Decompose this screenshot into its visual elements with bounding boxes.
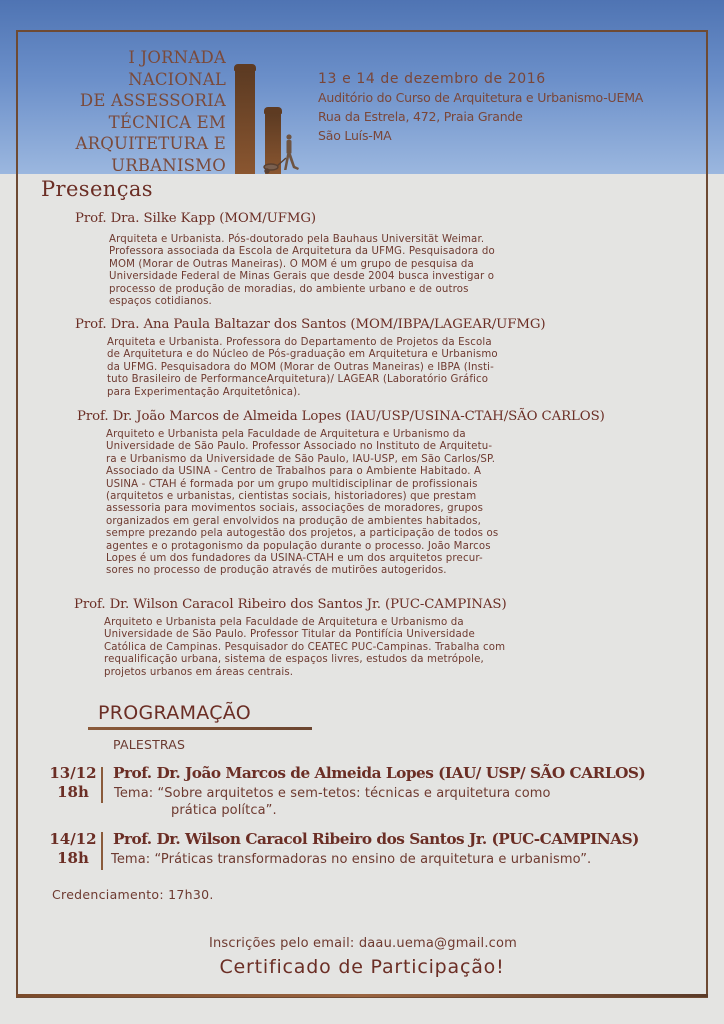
speaker-name: Prof. Dra. Silke Kapp (MOM/UFMG) xyxy=(75,211,316,226)
event-date: 13 e 14 de dezembro de 2016 xyxy=(318,71,546,87)
event-venue: Auditório do Curso de Arquitetura e Urbanismo-UEMA xyxy=(318,90,644,105)
speaker-bio: Arquiteta e Urbanista. Pós-doutorado pela Bauhaus Universität Weimar. Professora associada da Escola de Arquitetura da UFMG. Pesquisadora do MOM (Morar de Outras Maneiras). O MOM é um grupo de pesquisa da Universidade Federal de Minas Gerais que desde 2004 busca investigar o processo de produção de moradias, do ambiente urbano e de outros espaços cotidianos. xyxy=(109,234,495,308)
slot-datetime xyxy=(47,830,99,868)
slot-time: 18h xyxy=(57,783,89,801)
slot-divider xyxy=(101,832,103,870)
title-line: ARQUITETURA E xyxy=(75,134,226,153)
speaker-name: Prof. Dr. João Marcos de Almeida Lopes (IAU/USP/USINA-CTAH/SÃO CARLOS) xyxy=(77,409,605,424)
title-line: TÉCNICA EM xyxy=(108,112,226,132)
slot-speaker: Prof. Dr. João Marcos de Almeida Lopes (IAU/ USP/ SÃO CARLOS) xyxy=(113,764,646,782)
title-line: DE ASSESSORIA xyxy=(79,91,226,110)
frame-bottom-edge xyxy=(16,994,708,997)
palestras-subheading: PALESTRAS xyxy=(113,737,186,752)
slot-divider xyxy=(101,767,103,803)
programacao-underline xyxy=(88,727,312,730)
tall-chimney-icon xyxy=(234,64,256,174)
slot-tema: Tema: “Práticas transformadoras no ensino de arquitetura e urbanismo”. xyxy=(111,852,592,867)
credenciamento: Credenciamento: 17h30. xyxy=(52,887,214,902)
slot-tema: Tema: “Sobre arquitetos e sem-tetos: técnicas e arquitetura como prática polítca”. xyxy=(114,786,551,818)
worker-with-wheelbarrow-icon xyxy=(258,128,304,174)
certificate-notice: Certificado de Participação! xyxy=(219,956,505,978)
title-line: NACIONAL xyxy=(128,69,226,89)
event-city: São Luís-MA xyxy=(318,128,392,143)
programacao-heading: PROGRAMAÇÃO xyxy=(98,702,252,724)
speaker-bio: Arquiteto e Urbanista pela Faculdade de Arquitetura e Urbanismo da Universidade de São Paulo. Professor Associado no Instituto de Arquitetu- ra e Urbanismo da Universidade de São Paulo, IAU-USP, em São Carlos/SP. Associado da USINA - Centro de Trabalhos para o Ambiente Habitado. A USINA - CTAH é formada por um grupo multidisciplinar de profissionais (arquitetos e urbanistas, cientistas sociais, historiadores) que prestam assessoria para movimentos sociais, associações de moradores, grupos organizados em geral envolvidos na produção de ambientes habitados, sempre prezando pela autogestão dos projetos, a participação de todos os agentes e o protagonismo da população durante o processo. João Marcos Lopes é um dos fundadores da USINA-CTAH e um dos arquitetos precur- sores no processo de produção através de mutirões autogeridos. xyxy=(106,429,499,577)
event-info xyxy=(318,70,643,145)
slot-datetime xyxy=(47,764,99,802)
title-line: I JORNADA xyxy=(128,48,226,67)
event-title xyxy=(60,47,226,176)
slot-date: 14/12 xyxy=(49,830,97,848)
slot-time: 18h xyxy=(57,849,89,867)
speaker-name: Prof. Dr. Wilson Caracol Ribeiro dos Santos Jr. (PUC-CAMPINAS) xyxy=(74,597,507,612)
speaker-bio: Arquiteta e Urbanista. Professora do Departamento de Projetos da Escola de Arquitetura e do Núcleo de Pós-graduação em Arquitetura e Urbanismo da UFMG. Pesquisadora do MOM (Morar de Outras Maneiras) e IBPA (Insti- tuto Brasileiro de PerformanceArquitetura)/ LAGEAR (Laboratório Gráfico para Experimentação Arquitetônica). xyxy=(107,337,498,398)
presencas-heading: Presenças xyxy=(41,177,153,201)
slot-speaker: Prof. Dr. Wilson Caracol Ribeiro dos Santos Jr. (PUC-CAMPINAS) xyxy=(113,830,639,848)
registration-email: Inscrições pelo email: daau.uema@gmail.com xyxy=(208,936,518,951)
event-address: Rua da Estrela, 472, Praia Grande xyxy=(318,109,523,124)
title-line: URBANISMO xyxy=(111,155,226,175)
speaker-bio: Arquiteto e Urbanista pela Faculdade de Arquitetura e Urbanismo da Universidade de São Paulo. Professor Titular da Pontifícia Universidade Católica de Campinas. Pesquisador do CEATEC PUC-Campinas. Trabalha com requalificação urbana, sistema de espaços livres, estudos da metrópole, projetos urbanos em áreas centrais. xyxy=(104,617,506,678)
slot-date: 13/12 xyxy=(49,764,97,782)
speaker-name: Prof. Dra. Ana Paula Baltazar dos Santos (MOM/IBPA/LAGEAR/UFMG) xyxy=(75,317,546,332)
